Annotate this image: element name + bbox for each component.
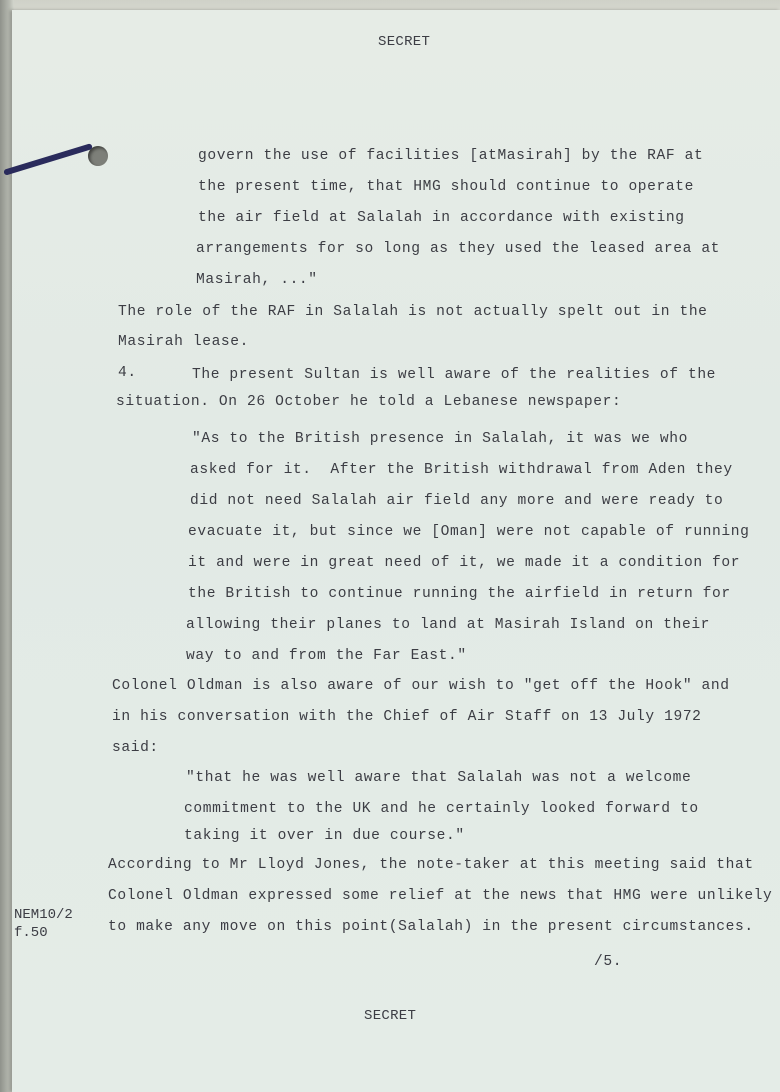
quote-line: it and were in great need of it, we made it a condition for	[188, 555, 741, 571]
body-line: govern the use of facilities [atMasirah] by the RAF at	[198, 148, 704, 164]
body-line: According to Mr Lloyd Jones, the note-taker at this meeting said that	[108, 857, 754, 873]
quote-line: way to and from the Far East."	[186, 648, 467, 664]
classification-header: SECRET	[378, 34, 431, 50]
body-line: situation. On 26 October he told a Lebanese newspaper:	[116, 394, 622, 410]
classification-footer: SECRET	[364, 1008, 417, 1024]
body-line: The role of the RAF in Salalah is not actually spelt out in the	[118, 304, 708, 320]
document-page	[12, 10, 780, 1092]
quote-line: asked for it. After the British withdrawal from Aden they	[190, 462, 733, 478]
quote-line: "that he was well aware that Salalah was not a welcome	[186, 770, 692, 786]
body-line: Masirah lease.	[118, 334, 250, 350]
quote-line: evacuate it, but since we [Oman] were not capable of running	[188, 524, 750, 540]
quote-line: taking it over in due course."	[184, 828, 465, 844]
margin-reference-folio: f.50	[14, 925, 48, 941]
quote-line: "As to the British presence in Salalah, it was we who	[192, 431, 688, 447]
body-line: Colonel Oldman expressed some relief at the news that HMG were unlikely	[108, 888, 773, 904]
quote-line: allowing their planes to land at Masirah Island on their	[186, 617, 711, 633]
body-line: to make any move on this point(Salalah) in the present circumstances.	[108, 919, 754, 935]
margin-reference-file: NEM10/2	[14, 907, 73, 923]
body-line: Colonel Oldman is also aware of our wish to "get off the Hook" and	[112, 678, 730, 694]
continuation-marker: /5.	[594, 954, 623, 970]
quote-line: the British to continue running the airfield in return for	[188, 586, 731, 602]
body-line: in his conversation with the Chief of Air Staff on 13 July 1972	[112, 709, 702, 725]
body-line: the air field at Salalah in accordance with existing	[198, 210, 685, 226]
body-line: Masirah, ..."	[196, 272, 318, 288]
quote-line: commitment to the UK and he certainly looked forward to	[184, 801, 699, 817]
body-line: The present Sultan is well aware of the realities of the	[192, 367, 717, 383]
body-line: said:	[112, 740, 159, 756]
body-line: the present time, that HMG should continue to operate	[198, 179, 694, 195]
body-line: arrangements for so long as they used the leased area at	[196, 241, 721, 257]
quote-line: did not need Salalah air field any more and were ready to	[190, 493, 724, 509]
paragraph-number: 4.	[118, 365, 137, 381]
